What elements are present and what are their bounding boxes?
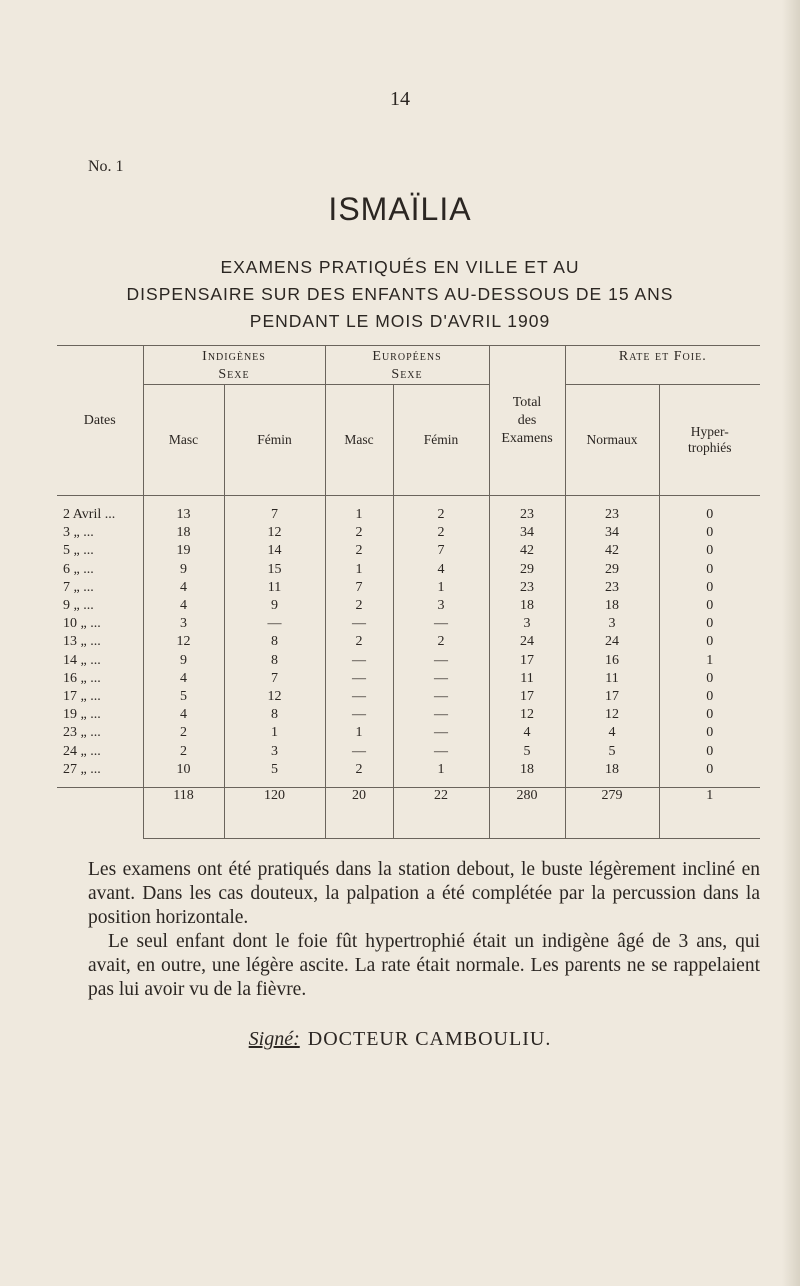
indigenes-femin-cell: 9 <box>224 597 325 615</box>
normaux-cell: 11 <box>565 670 659 688</box>
total-examens-cell: 5 <box>489 742 565 760</box>
total-examens-cell: 18 <box>489 597 565 615</box>
indigenes-femin-cell: 7 <box>224 496 325 525</box>
indigenes-masc-cell: 2 <box>143 724 224 742</box>
europeens-masc-cell: — <box>325 652 393 670</box>
hypertrophies-cell: 0 <box>659 561 760 579</box>
europeens-femin-total: 22 <box>393 787 489 838</box>
row-date-cell: 17 „ ... <box>63 688 101 704</box>
hyper-label-1: Hyper- <box>690 424 729 439</box>
row-date-cell: 5 „ ... <box>63 543 94 559</box>
total-examens-cell: 11 <box>489 670 565 688</box>
indigenes-femin-header: Fémin <box>224 385 325 496</box>
row-date-cell: 19 „ ... <box>63 707 101 723</box>
row-date-cell: 24 „ ... <box>63 743 101 759</box>
normaux-cell: 29 <box>565 561 659 579</box>
hypertrophies-total: 1 <box>659 787 760 838</box>
heading-line-2: DISPENSAIRE SUR DES ENFANTS AU-DESSOUS DE 15 ANS <box>126 284 674 304</box>
signature <box>0 1028 800 1051</box>
europeens-femin-cell: 2 <box>393 633 489 651</box>
indigenes-masc-cell: 9 <box>143 652 224 670</box>
examinations-table <box>57 345 760 839</box>
europeens-femin-cell: — <box>393 706 489 724</box>
normaux-cell: 34 <box>565 524 659 542</box>
europeens-femin-cell: — <box>393 670 489 688</box>
europeens-masc-cell: 1 <box>325 496 393 525</box>
total-examens-cell: 29 <box>489 561 565 579</box>
hypertrophies-cell: 0 <box>659 597 760 615</box>
page-title: ISMAÏLIA <box>328 191 472 227</box>
hypertrophies-header <box>659 385 760 496</box>
indigenes-sexe-label: Sexe <box>218 367 250 382</box>
indigenes-femin-cell: 5 <box>224 761 325 788</box>
europeens-masc-header: Masc <box>325 385 393 496</box>
heading-line-3: PENDANT LE MOIS D'AVRIL 1909 <box>249 311 551 331</box>
row-date-cell: 16 „ ... <box>63 670 101 686</box>
indigenes-masc-cell: 18 <box>143 524 224 542</box>
europeens-femin-cell: — <box>393 742 489 760</box>
hypertrophies-cell: 0 <box>659 761 760 788</box>
europeens-label: Européens <box>372 349 442 364</box>
europeens-masc-cell: — <box>325 742 393 760</box>
total-examens-cell: 24 <box>489 633 565 651</box>
indigenes-masc-header: Masc <box>143 385 224 496</box>
normaux-cell: 4 <box>565 724 659 742</box>
dates-header: Dates <box>57 346 143 496</box>
normaux-cell: 24 <box>565 633 659 651</box>
indigenes-femin-total: 120 <box>224 787 325 838</box>
europeens-femin-header: Fémin <box>393 385 489 496</box>
europeens-masc-cell: 1 <box>325 561 393 579</box>
europeens-masc-cell: 2 <box>325 524 393 542</box>
europeens-femin-cell: — <box>393 615 489 633</box>
europeens-masc-cell: — <box>325 688 393 706</box>
total-examens-cell: 4 <box>489 724 565 742</box>
row-date-cell: 14 „ ... <box>63 652 101 668</box>
total-examens-cell: 42 <box>489 542 565 560</box>
indigenes-femin-cell: 8 <box>224 706 325 724</box>
table-row <box>57 706 760 724</box>
europeens-femin-cell: 2 <box>393 496 489 525</box>
table-row <box>57 670 760 688</box>
total-header <box>489 346 565 496</box>
normaux-header: Normaux <box>565 385 659 496</box>
europeens-femin-cell: — <box>393 652 489 670</box>
row-date-cell: 2 Avril ... <box>63 507 116 523</box>
table-row <box>57 652 760 670</box>
indigenes-femin-cell: 12 <box>224 524 325 542</box>
europeens-masc-cell: 2 <box>325 597 393 615</box>
indigenes-masc-cell: 9 <box>143 561 224 579</box>
europeens-femin-cell: 1 <box>393 579 489 597</box>
europeens-masc-total: 20 <box>325 787 393 838</box>
total-label-3: Examens <box>501 430 553 446</box>
hypertrophies-cell: 0 <box>659 633 760 651</box>
normaux-cell: 17 <box>565 688 659 706</box>
total-examens-total: 280 <box>489 787 565 838</box>
table-row <box>57 542 760 560</box>
indigenes-femin-cell: 15 <box>224 561 325 579</box>
hypertrophies-cell: 0 <box>659 496 760 525</box>
hypertrophies-cell: 0 <box>659 615 760 633</box>
heading-line-1: EXAMENS PRATIQUÉS EN VILLE ET AU <box>220 257 580 277</box>
table-row <box>57 561 760 579</box>
paragraph-methods: Les examens ont été pratiqués dans la station debout, le buste légèrement incliné en avant. Dans les cas douteux, la palpation a été complétée par la percussion dans la position horizontale. <box>88 859 760 928</box>
europeens-femin-cell: — <box>393 688 489 706</box>
europeens-masc-cell: 2 <box>325 761 393 788</box>
normaux-cell: 23 <box>565 579 659 597</box>
row-date-cell: 13 „ ... <box>63 634 101 650</box>
indigenes-masc-cell: 4 <box>143 579 224 597</box>
indigenes-femin-cell: — <box>224 615 325 633</box>
europeens-femin-cell: — <box>393 724 489 742</box>
normaux-cell: 12 <box>565 706 659 724</box>
hypertrophies-cell: 0 <box>659 524 760 542</box>
total-examens-cell: 17 <box>489 688 565 706</box>
hypertrophies-cell: 0 <box>659 706 760 724</box>
hyper-label-2: trophiés <box>688 440 732 455</box>
totals-blank-cell <box>57 787 143 838</box>
total-examens-cell: 23 <box>489 496 565 525</box>
hypertrophies-cell: 0 <box>659 688 760 706</box>
total-examens-cell: 12 <box>489 706 565 724</box>
indigenes-femin-cell: 7 <box>224 670 325 688</box>
normaux-cell: 18 <box>565 597 659 615</box>
row-date-cell: 3 „ ... <box>63 525 94 541</box>
europeens-sexe-label: Sexe <box>391 367 423 382</box>
indigenes-masc-cell: 3 <box>143 615 224 633</box>
table-row <box>57 615 760 633</box>
table-row <box>57 761 760 788</box>
indigenes-femin-cell: 12 <box>224 688 325 706</box>
page-number: 14 <box>390 88 410 110</box>
indigenes-femin-cell: 11 <box>224 579 325 597</box>
normaux-total: 279 <box>565 787 659 838</box>
document-number: No. 1 <box>88 158 124 175</box>
total-examens-cell: 18 <box>489 761 565 788</box>
europeens-masc-cell: — <box>325 706 393 724</box>
indigenes-masc-cell: 12 <box>143 633 224 651</box>
europeens-masc-cell: — <box>325 670 393 688</box>
row-date-cell: 10 „ ... <box>63 616 101 632</box>
europeens-masc-cell: 7 <box>325 579 393 597</box>
signature-name: DOCTEUR CAMBOULIU. <box>307 1028 552 1050</box>
rate-foie-header: Rate et Foie. <box>565 346 760 385</box>
europeens-femin-cell: 4 <box>393 561 489 579</box>
europeens-masc-cell: — <box>325 615 393 633</box>
row-date-cell: 6 „ ... <box>63 561 94 577</box>
indigenes-femin-cell: 1 <box>224 724 325 742</box>
indigenes-masc-cell: 13 <box>143 496 224 525</box>
europeens-femin-cell: 3 <box>393 597 489 615</box>
table-row <box>57 579 760 597</box>
indigenes-masc-cell: 5 <box>143 688 224 706</box>
indigenes-masc-cell: 2 <box>143 742 224 760</box>
normaux-cell: 5 <box>565 742 659 760</box>
europeens-masc-cell: 1 <box>325 724 393 742</box>
europeens-femin-cell: 2 <box>393 524 489 542</box>
hypertrophies-cell: 1 <box>659 652 760 670</box>
total-examens-cell: 3 <box>489 615 565 633</box>
total-examens-cell: 34 <box>489 524 565 542</box>
signature-label: Signé: <box>248 1028 300 1050</box>
europeens-femin-cell: 1 <box>393 761 489 788</box>
indigenes-masc-cell: 4 <box>143 670 224 688</box>
row-date-cell: 7 „ ... <box>63 579 94 595</box>
indigenes-femin-cell: 8 <box>224 652 325 670</box>
europeens-masc-cell: 2 <box>325 633 393 651</box>
hypertrophies-cell: 0 <box>659 742 760 760</box>
totals-row <box>57 787 760 838</box>
table-row <box>57 724 760 742</box>
europeens-masc-cell: 2 <box>325 542 393 560</box>
indigenes-masc-total: 118 <box>143 787 224 838</box>
normaux-cell: 42 <box>565 542 659 560</box>
normaux-cell: 23 <box>565 496 659 525</box>
indigenes-masc-cell: 4 <box>143 706 224 724</box>
row-date-cell: 23 „ ... <box>63 725 101 741</box>
hypertrophies-cell: 0 <box>659 670 760 688</box>
hypertrophies-cell: 0 <box>659 724 760 742</box>
normaux-cell: 18 <box>565 761 659 788</box>
table-row <box>57 633 760 651</box>
row-date-cell: 27 „ ... <box>57 761 143 788</box>
normaux-cell: 3 <box>565 615 659 633</box>
hypertrophies-cell: 0 <box>659 579 760 597</box>
table-row <box>57 524 760 542</box>
total-label-2: des <box>517 412 537 428</box>
table-row <box>57 597 760 615</box>
europeens-femin-cell: 7 <box>393 542 489 560</box>
paragraph-findings: Le seul enfant dont le foie fût hypertrophié était un indigène âgé de 3 ans, qui avait, en outre, une légère ascite. La rate était normale. Les parents ne se rappelaient pas lui avoir vu de la fièvre. <box>88 931 760 1000</box>
table-row <box>57 496 760 525</box>
indigenes-masc-cell: 10 <box>143 761 224 788</box>
indigenes-masc-cell: 4 <box>143 597 224 615</box>
table-row <box>57 688 760 706</box>
indigenes-femin-cell: 3 <box>224 742 325 760</box>
normaux-cell: 16 <box>565 652 659 670</box>
total-label-1: Total <box>512 394 542 410</box>
europeens-header <box>325 346 489 385</box>
hypertrophies-cell: 0 <box>659 542 760 560</box>
row-date-cell: 9 „ ... <box>63 598 94 614</box>
indigenes-femin-cell: 14 <box>224 542 325 560</box>
total-examens-cell: 23 <box>489 579 565 597</box>
indigenes-masc-cell: 19 <box>143 542 224 560</box>
table-row <box>57 742 760 760</box>
indigenes-femin-cell: 8 <box>224 633 325 651</box>
indigenes-header <box>143 346 325 385</box>
total-examens-cell: 17 <box>489 652 565 670</box>
indigenes-label: Indigènes <box>202 349 266 364</box>
